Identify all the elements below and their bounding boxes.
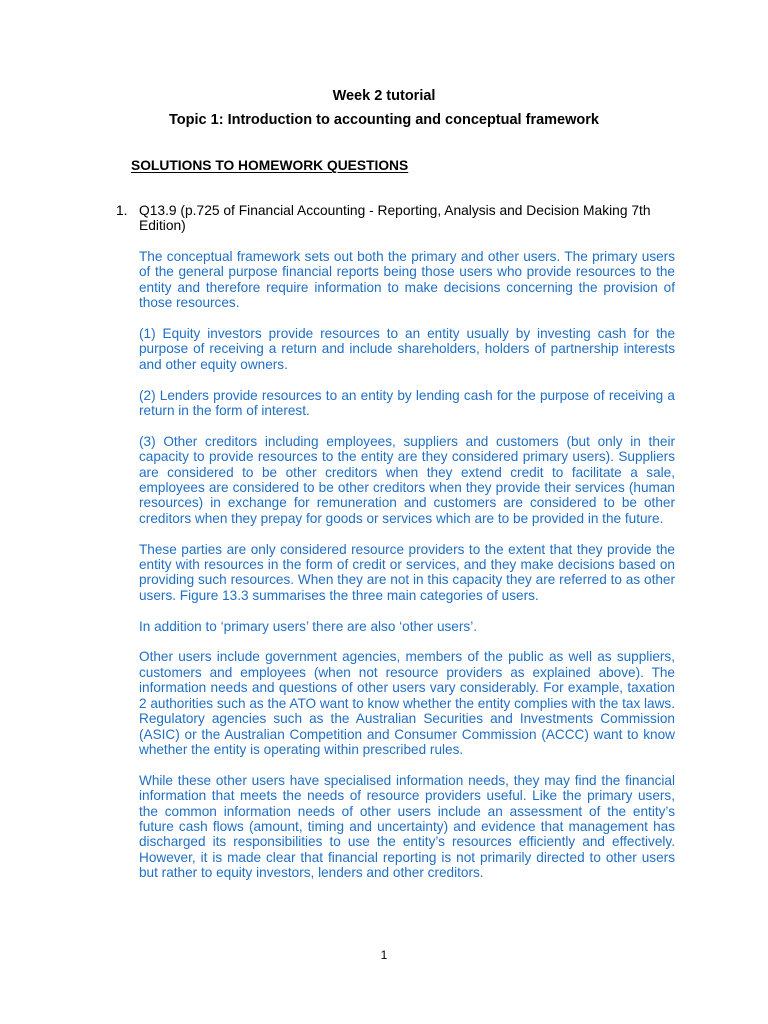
- answer-paragraph-lenders: (2) Lenders provide resources to an entity by lending cash for the purpose of receiving a return in the form of interest.: [139, 387, 675, 419]
- answer-paragraph-other-creditors: (3) Other creditors including employees, suppliers and customers (but only in their capacity to provide resources to the entity are they considered primary users). Suppliers are considered to be other creditors when they extend credit to facilitate a sale, employees are considered to be other creditors when they provide their services (human resources) in exchange for remuneration and customers are considered to be other creditors when they prepay for goods or services which are to be provided in the future.: [139, 433, 675, 526]
- answer-paragraph-other-users-intro: In addition to ‘primary users’ there are also ‘other users’.: [139, 618, 477, 634]
- question-number: 1.: [116, 203, 128, 218]
- answer-paragraph-specialised-needs: While these other users have specialised information needs, they may find the financial information that meets the needs of resource providers useful. Like the primary users, the common information needs of other users include an assessment of the entity’s future cash flows (amount, timing and uncertainty) and evidence that management has discharged its responsibilities to use the entity’s resources efficiently and effectively. However, it is made clear that financial reporting is not primarily directed to other users but rather to equity investors, lenders and other creditors.: [139, 772, 675, 881]
- answer-paragraph-primary-users: The conceptual framework sets out both the primary and other users. The primary users of the general purpose financial reports being those users who provide resources to the entity and therefore require information to make decisions concerning the provision of those resources.: [139, 249, 675, 311]
- answer-paragraph-other-users: Other users include government agencies, members of the public as well as suppliers, customers and employees (when not resource providers as explained above). The information needs and questions of other users vary considerably. For example, taxation 2 authorities such as the ATO want to know whether the entity complies with the tax laws. Regulatory agencies such as the Australian Securities and Investments Commission (ASIC) or the Australian Competition and Consumer Commission (ACCC) want to know whether the entity is operating within prescribed rules.: [139, 649, 675, 757]
- document-subtitle: Topic 1: Introduction to accounting and conceptual framework: [169, 112, 599, 128]
- document-title: Week 2 tutorial: [332, 88, 436, 104]
- answer-paragraph-resource-providers: These parties are only considered resource providers to the extent that they provide the entity with resources in the form of credit or services, and they make decisions based on providing such resources. When they are not in this capacity they are referred to as other users. Figure 13.3 summarises the three main categories of users.: [139, 541, 675, 603]
- section-heading: SOLUTIONS TO HOMEWORK QUESTIONS: [131, 158, 409, 173]
- answer-block: [139, 249, 675, 896]
- question-text: Q13.9 (p.725 of Financial Accounting - Reporting, Analysis and Decision Making 7th Edition): [139, 203, 651, 234]
- answer-paragraph-equity-investors: (1) Equity investors provide resources to an entity usually by investing cash for the purpose of receiving a return and include shareholders, holders of partnership interests and other equity owners.: [139, 326, 675, 372]
- page-number: 1: [380, 948, 388, 962]
